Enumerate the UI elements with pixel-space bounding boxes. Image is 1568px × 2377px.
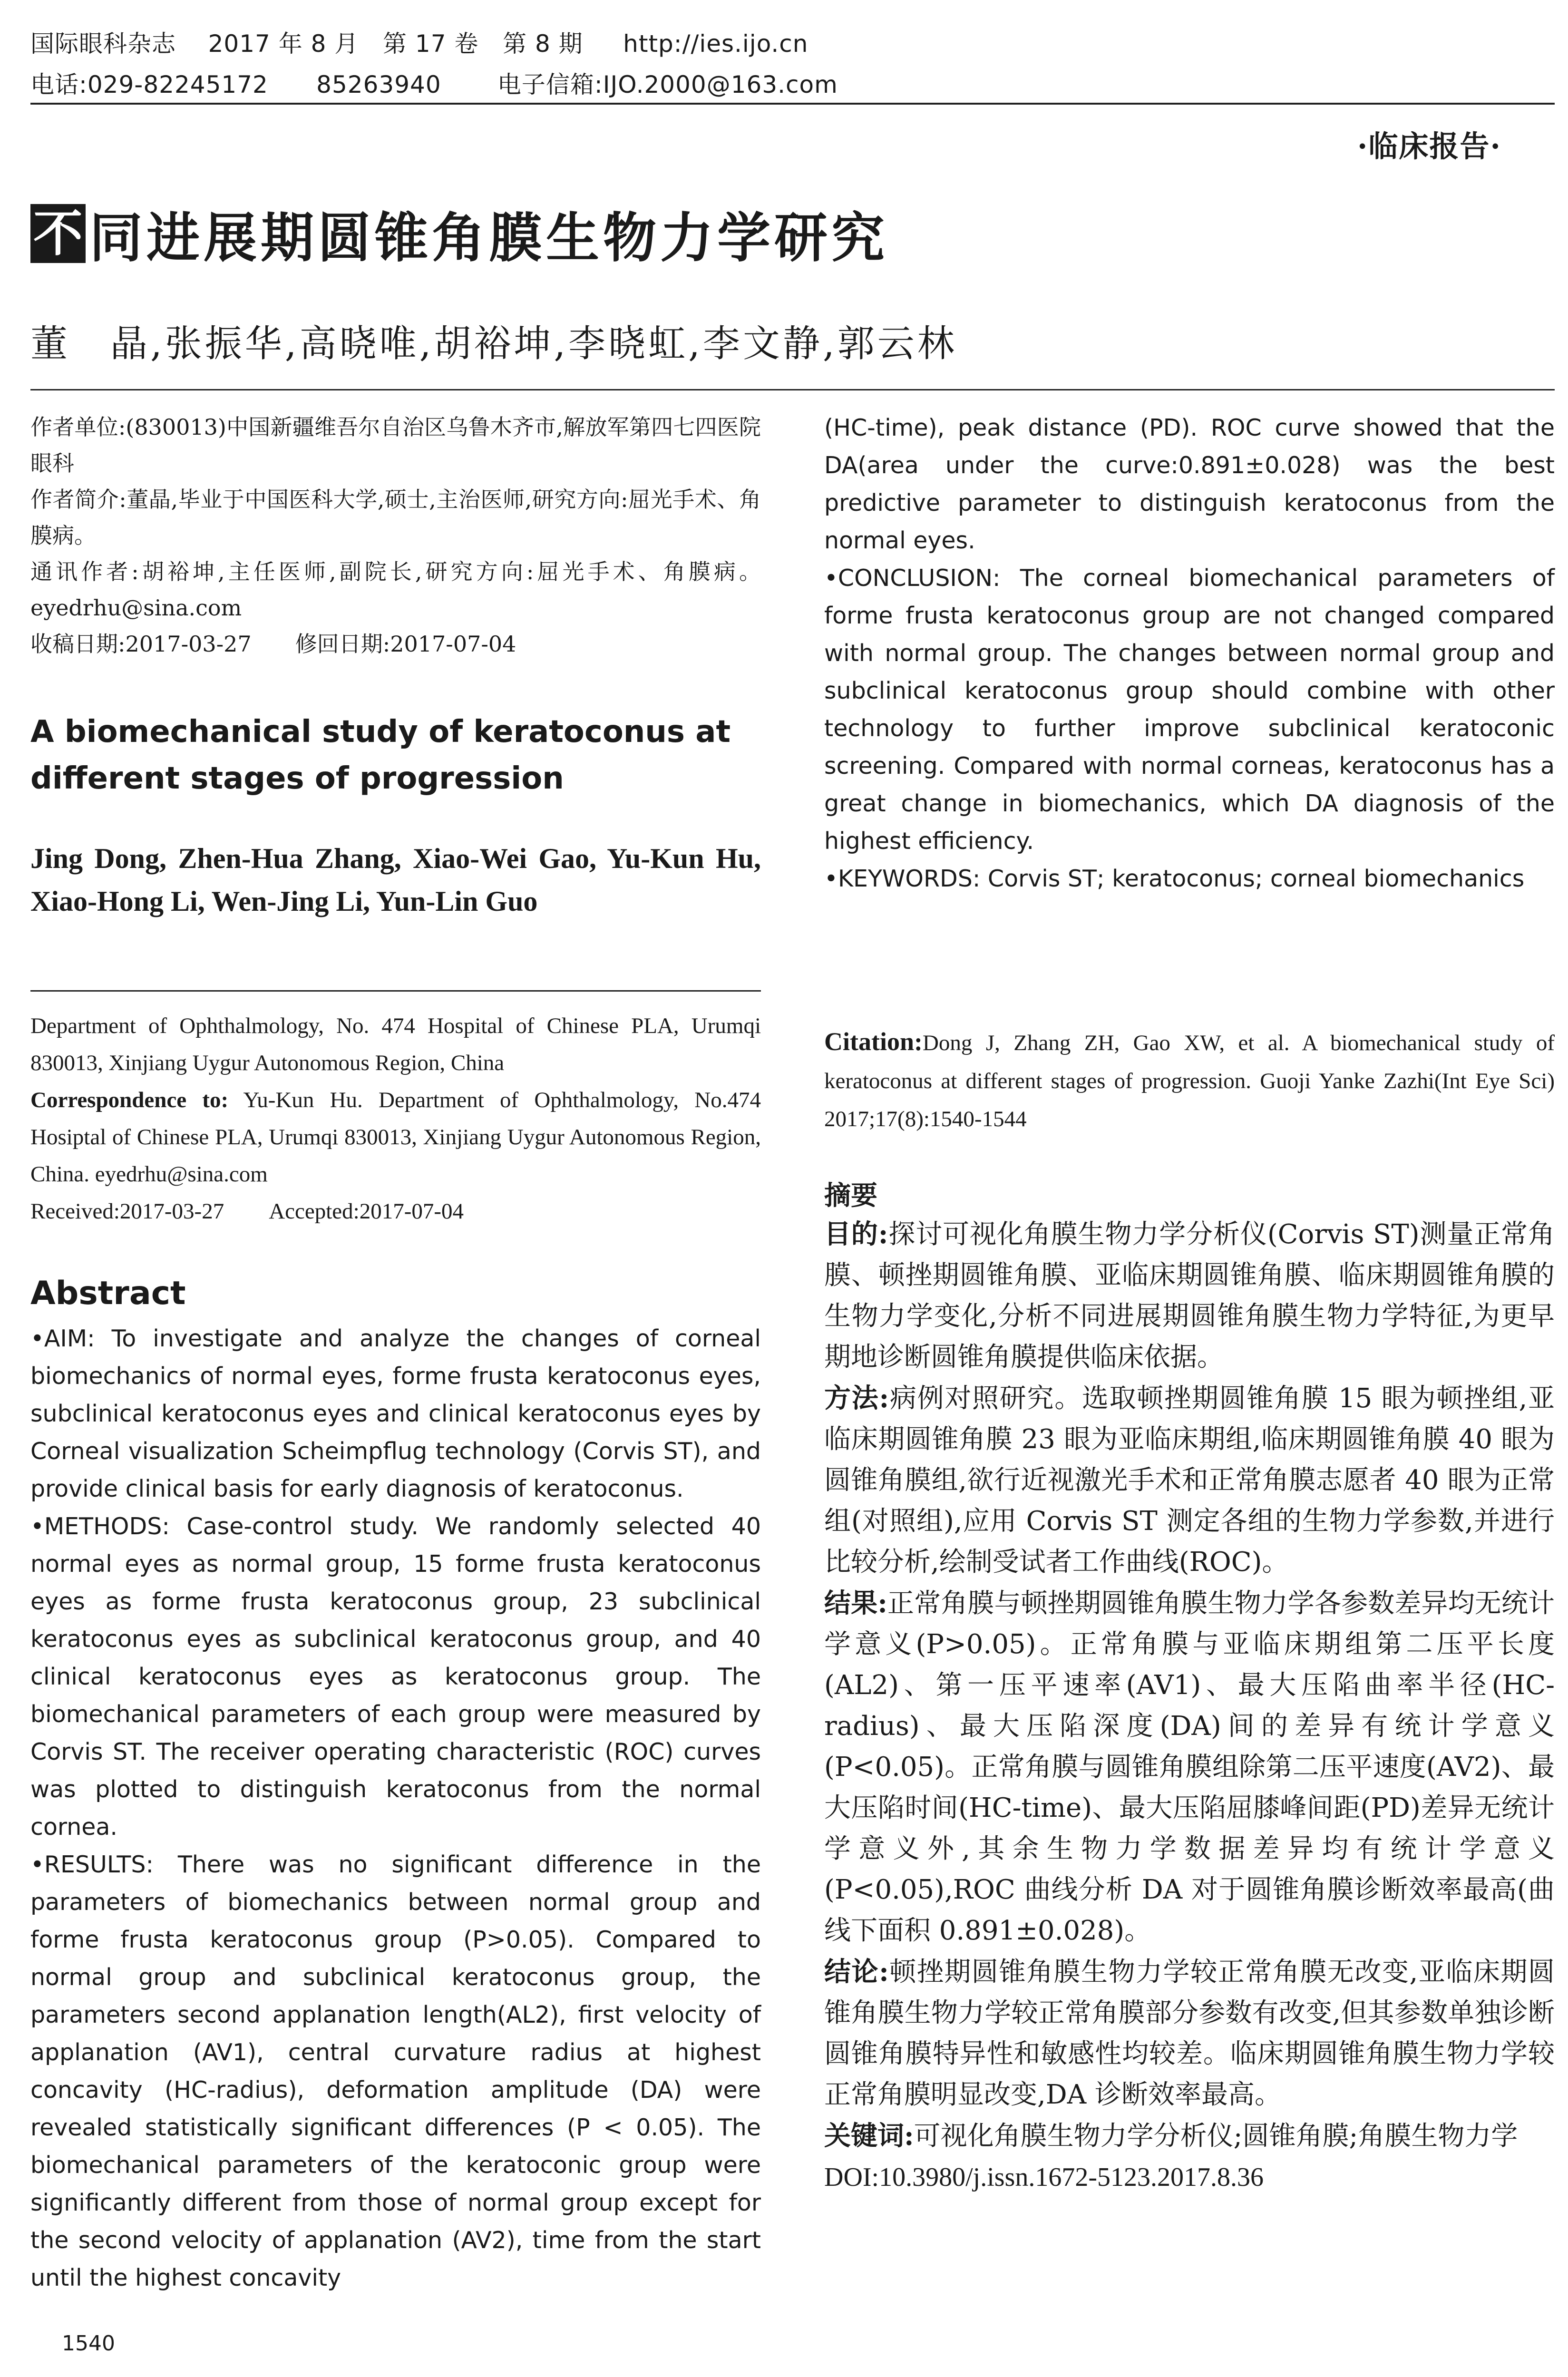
author-info-block — [30, 409, 761, 662]
conclusion-label: •CONCLUSION: — [824, 565, 1001, 592]
cn-keywords-label: 关键词: — [824, 2120, 914, 2152]
affiliation: Department of Ophthalmology, No. 474 Hospital of Chinese PLA, Urumqi 830013, Xinjiang Uygur Autonomous Region, China — [30, 1013, 761, 1075]
keywords-text: Corvis ST; keratoconus; corneal biomechanics — [980, 865, 1525, 892]
section-tag: ·临床报告· — [1357, 129, 1501, 164]
results-label: •RESULTS: — [30, 1851, 154, 1878]
cn-keywords-text: 可视化角膜生物力学分析仪;圆锥角膜;角膜生物力学 — [914, 2121, 1518, 2152]
abstract-body-right — [824, 409, 1555, 897]
cn-abstract-body — [824, 1214, 1555, 2198]
received-dates-cn: 收稿日期:2017-03-27 修回日期:2017-07-04 — [30, 631, 516, 657]
abstract-results — [30, 1846, 761, 2297]
abstract-aim — [30, 1320, 761, 1508]
abstract-body-left — [30, 1320, 761, 2297]
cn-methods-text: 病例对照研究。选取顿挫期圆锥角膜 15 眼为顿挫组,亚临床期圆锥角膜 23 眼为亚临床期组,临床期圆锥角膜 40 眼为圆锥角膜组,欲行近视激光手术和正常角膜志愿者 40 眼为正常组(对照组),应用 Corvis ST 测定各组的生物力学参数,并进行比较分析,绘制受试者工作曲线(ROC)。 — [824, 1383, 1555, 1578]
author-intro: 作者简介:董晶,毕业于中国医科大学,硕士,主治医师,研究方向:屈光手术、角膜病。 — [30, 487, 761, 548]
citation-block — [824, 1023, 1555, 1138]
cn-keywords — [824, 2115, 1555, 2157]
cn-objective — [824, 1214, 1555, 1378]
abstract-heading: Abstract — [30, 1275, 186, 1312]
article-title — [30, 198, 888, 269]
cn-conclusion — [824, 1951, 1555, 2115]
title-text: 同进展期圆锥角膜生物力学研究 — [89, 206, 888, 269]
cn-conclusion-label: 结论: — [824, 1956, 889, 1987]
cn-abstract-heading: 摘要 — [824, 1180, 877, 1211]
doi: DOI:10.3980/j.issn.1672-5123.2017.8.36 — [824, 2163, 1264, 2192]
corresponding-author: 通讯作者:胡裕坤,主任医师,副院长,研究方向:屈光手术、角膜病。eyedrhu@sina.com — [30, 559, 761, 621]
abstract-methods — [30, 1508, 761, 1846]
english-title: A biomechanical study of keratoconus at different stages of progression — [30, 714, 731, 796]
authors-rule — [30, 389, 1555, 390]
title-dropcap: 不 — [30, 204, 86, 263]
journal-header-line1: 国际眼科杂志 2017 年 8 月 第 17 卷 第 8 期 http://ies.ijo.cn — [30, 30, 808, 58]
citation-text: Dong J, Zhang ZH, Gao XW, et al. A biomechanical study of keratoconus at different stages of progression. Guoji Yanke Zazhi(Int Eye Sci) 2017;17(8):1540-1544 — [824, 1031, 1555, 1131]
page-number: 1540 — [62, 2331, 115, 2356]
header-rule — [30, 103, 1555, 105]
results-continued: (HC-time), peak distance (PD). ROC curve showed that the DA(area under the curve:0.891±0.028) was the best predictive parameter to distinguish keratoconus from the normal eyes. — [824, 414, 1555, 554]
authors-en-rule — [30, 990, 761, 992]
correspondence — [30, 1081, 761, 1193]
methods-label: •METHODS: — [30, 1513, 170, 1540]
abstract-keywords — [824, 860, 1555, 897]
cn-results-text: 正常角膜与顿挫期圆锥角膜生物力学各参数差异均无统计学意义(P>0.05)。正常角膜与亚临床期组第二压平长度(AL2)、第一压平速率(AV1)、最大压陷曲率半径(HC-radius)、最大压陷深度(DA)间的差异有统计学意义(P<0.05)。正常角膜与圆锥角膜组除第二压平速度(AV2)、最大压陷时间(HC-time)、最大压陷屈膝峰间距(PD)差异无统计学意义外,其余生物力学数据差异均有统计学意义(P<0.05),ROC 曲线分析 DA 对于圆锥角膜诊断效率最高(曲线下面积 0.891±0.028)。 — [824, 1588, 1555, 1946]
received-dates-en: Received:2017-03-27 Accepted:2017-07-04 — [30, 1199, 464, 1224]
affiliation-block — [30, 1007, 761, 1230]
correspondence-label: Correspondence to: — [30, 1088, 229, 1112]
journal-header-line2: 电话:029-82245172 85263940 电子信箱:IJO.2000@163.com — [30, 71, 838, 98]
cn-objective-text: 探讨可视化角膜生物力学分析仪(Corvis ST)测量正常角膜、顿挫期圆锥角膜、亚临床期圆锥角膜、临床期圆锥角膜的生物力学变化,分析不同进展期圆锥角膜生物力学特征,为更早期地诊断圆锥角膜提供临床依据。 — [824, 1219, 1555, 1373]
author-unit: 作者单位:(830013)中国新疆维吾尔自治区乌鲁木齐市,解放军第四七四医院眼科 — [30, 414, 761, 476]
cn-results — [824, 1583, 1555, 1951]
methods-text: Case-control study. We randomly selected 40 normal eyes as normal group, 15 forme frusta keratoconus eyes as forme frusta keratoconus group, 23 subclinical keratoconus eyes as subclinical keratoconus group, and 40 clinical keratoconus eyes as keratoconus group. The biomechanical parameters of each group were measured by Corvis ST. The receiver operating characteristic (ROC) curves was plotted to distinguish keratoconus from the normal cornea. — [30, 1513, 761, 1841]
conclusion-text: The corneal biomechanical parameters of forme frusta keratoconus group are not changed compared with normal group. The changes between normal group and subclinical keratoconus group should combine with other technology to further improve subclinical keratoconic screening. Compared with normal corneas, keratoconus has a great change in biomechanics, which DA diagnosis of the highest efficiency. — [824, 565, 1555, 855]
cn-methods — [824, 1378, 1555, 1583]
aim-label: •AIM: — [30, 1325, 95, 1352]
cn-methods-label: 方法: — [824, 1383, 889, 1414]
cn-results-label: 结果: — [824, 1588, 887, 1619]
citation-label: Citation: — [824, 1027, 923, 1056]
aim-text: To investigate and analyze the changes of corneal biomechanics of normal eyes, forme frusta keratoconus eyes, subclinical keratoconus eyes and clinical keratoconus eyes by Corneal visualization Scheimpflug technology (Corvis ST), and provide clinical basis for early diagnosis of keratoconus. — [30, 1325, 761, 1502]
cn-conclusion-text: 顿挫期圆锥角膜生物力学较正常角膜无改变,亚临床期圆锥角膜生物力学较正常角膜部分参数有改变,但其参数单独诊断圆锥角膜特异性和敏感性均较差。临床期圆锥角膜生物力学较正常角膜明显改变,DA 诊断效率最高。 — [824, 1957, 1555, 2110]
english-authors: Jing Dong, Zhen-Hua Zhang, Xiao-Wei Gao, Yu-Kun Hu, Xiao-Hong Li, Wen-Jing Li, Yun-Lin Guo — [30, 843, 761, 917]
correspondence-text: Yu-Kun Hu. Department of Ophthalmology, No.474 Hosiptal of Chinese PLA, Urumqi 830013, Xinjiang Uygur Autonomous Region, China. eyedrhu@sina.com — [30, 1088, 761, 1187]
results-text: There was no significant difference in the parameters of biomechanics between normal group and forme frusta keratoconus group (P>0.05). Compared to normal group and subclinical keratoconus group, the parameters second applanation length(AL2), first velocity of applanation (AV1), central curvature radius at highest concavity (HC-radius), deformation amplitude (DA) were revealed statistically significant differences (P < 0.05). The biomechanical parameters of the keratoconic group were significantly different from those of normal group except for the second velocity of applanation (AV2), time from the start until the highest concavity — [30, 1851, 761, 2291]
abstract-conclusion — [824, 559, 1555, 860]
keywords-label: •KEYWORDS: — [824, 865, 981, 892]
cn-objective-label: 目的: — [824, 1218, 888, 1250]
authors-cn: 董 晶,张振华,高晓唯,胡裕坤,李晓虹,李文静,郭云林 — [30, 322, 957, 365]
